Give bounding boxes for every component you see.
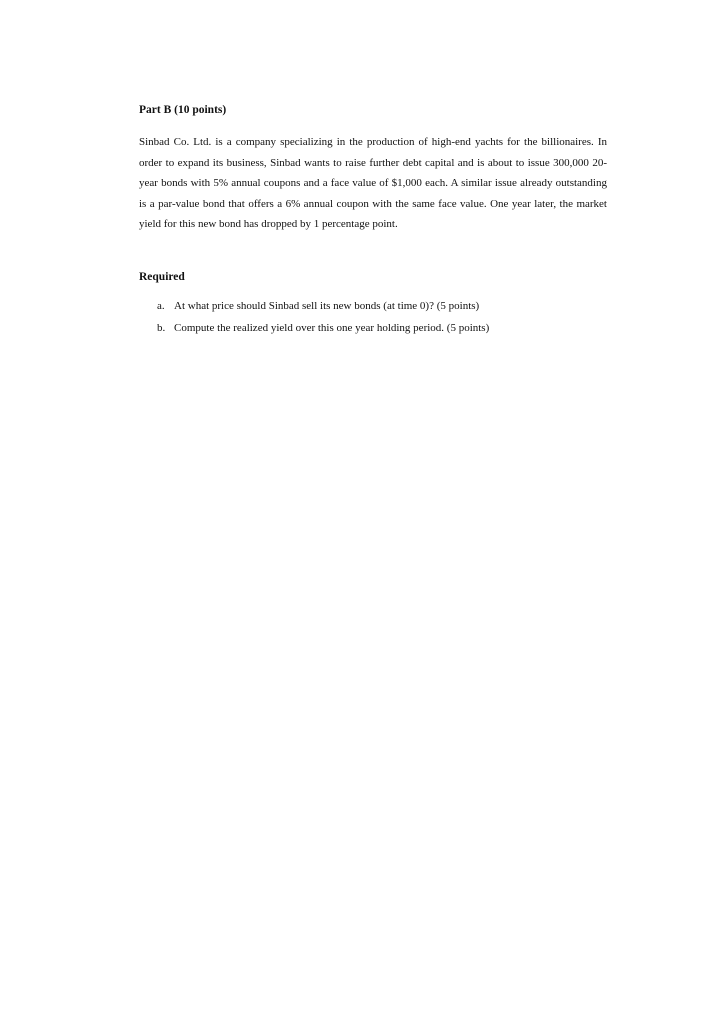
question-marker: a. [157,300,165,312]
problem-paragraph: Sinbad Co. Ltd. is a company specializing in the production of high-end yachts for the billionaires. In order to expand its business, Sinbad wants to raise further debt capital and is about to issue 300,000 20-year bonds with 5% annual coupons and a face value of $1,000 each. A similar issue already outstanding is a par-value bond that offers a 6% annual coupon with the same face value. One year later, the market yield for this new bond has dropped by 1 percentage point. [139,136,607,231]
question-list [157,296,489,339]
question-item-b [157,318,489,340]
question-marker: b. [157,321,166,334]
required-heading: Required [139,271,185,283]
question-text: At what price should Sinbad sell its new bonds (at time 0)? (5 points) [174,300,480,312]
question-item-a [157,296,489,318]
question-text: Compute the realized yield over this one year holding period. (5 points) [174,321,490,334]
part-heading: Part B (10 points) [139,104,227,116]
